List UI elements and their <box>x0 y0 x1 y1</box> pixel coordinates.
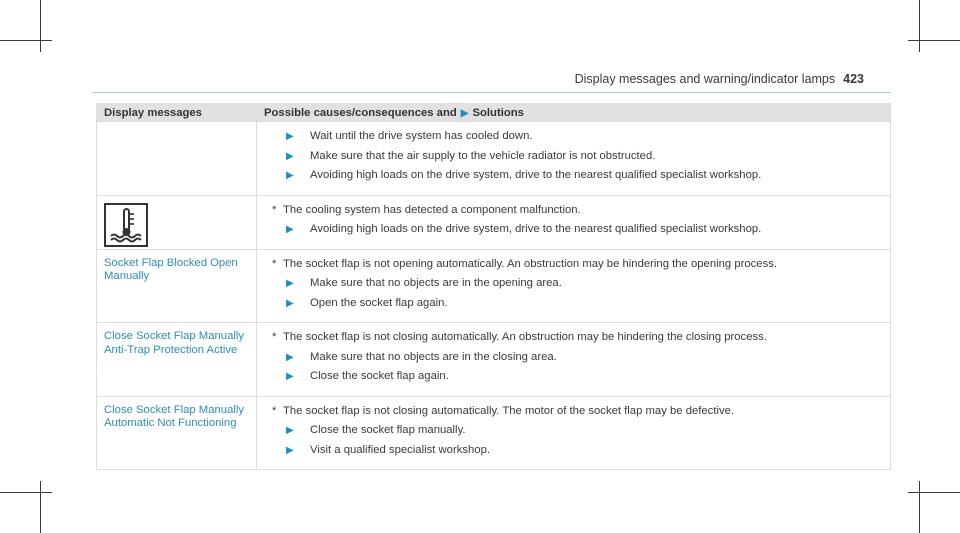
arrow-icon: ▶ <box>286 297 294 309</box>
solution-step <box>267 169 884 183</box>
crop-mark <box>0 492 52 493</box>
page-header <box>575 72 864 86</box>
causes-solutions-cell <box>257 122 891 196</box>
solution-step <box>267 351 884 365</box>
causes-solutions-cell <box>257 195 891 249</box>
arrow-icon: ▶ <box>460 107 469 119</box>
asterisk-icon: * <box>272 203 277 216</box>
asterisk-icon: * <box>272 257 277 270</box>
col-header-solutions-text: Solutions <box>472 106 524 119</box>
table-row <box>97 323 891 397</box>
solution-step <box>267 150 884 164</box>
line-text: Visit a qualified specialist workshop. <box>310 443 491 456</box>
solution-step <box>267 297 884 311</box>
display-message-cell <box>97 122 257 196</box>
table-row <box>97 195 891 249</box>
causes-solutions-cell <box>257 249 891 323</box>
line-text: The socket flap is not closing automatically. An obstruction may be hindering the closing process. <box>283 331 767 343</box>
line-text: Wait until the drive system has cooled down. <box>310 130 533 142</box>
arrow-icon: ▶ <box>286 425 294 436</box>
table-header-row <box>97 104 891 122</box>
display-message-cell: Socket Flap Blocked Open Manually <box>97 249 257 323</box>
col-header-causes-solutions <box>257 104 891 122</box>
line-text: Close the socket flap manually. <box>310 424 466 436</box>
page-number: 423 <box>843 72 864 86</box>
solution-step <box>267 130 884 144</box>
line-text: The socket flap is not closing automatically. The motor of the socket flap may be defective. <box>283 404 735 417</box>
header-rule <box>92 92 890 93</box>
arrow-icon: ▶ <box>286 224 294 235</box>
arrow-icon: ▶ <box>286 170 294 181</box>
line-text: Make sure that the air supply to the vehicle radiator is not obstructed. <box>310 149 656 162</box>
solution-step <box>267 223 884 237</box>
solution-step <box>267 370 884 384</box>
solution-step <box>267 444 884 458</box>
line-text: Make sure that no objects are in the opening area. <box>310 277 562 289</box>
line-text: Make sure that no objects are in the closing area. <box>310 350 557 363</box>
line-text: The socket flap is not opening automatically. An obstruction may be hindering the opening process. <box>283 257 778 270</box>
solution-step <box>267 424 884 438</box>
crop-mark <box>919 481 920 533</box>
solution-step <box>267 277 884 291</box>
arrow-icon: ▶ <box>286 444 294 456</box>
display-messages-table <box>96 103 891 470</box>
line-text: Close the socket flap again. <box>310 370 449 382</box>
table-row <box>97 249 891 323</box>
table-row <box>97 396 891 470</box>
cause-line <box>267 405 884 419</box>
line-text: Avoiding high loads on the drive system, drive to the nearest qualified specialist workshop. <box>310 223 762 235</box>
asterisk-icon: * <box>272 404 277 417</box>
coolant-temperature-icon <box>104 203 148 247</box>
cause-line <box>267 204 884 218</box>
line-text: Avoiding high loads on the drive system, drive to the nearest qualified specialist workshop. <box>310 169 762 181</box>
crop-mark <box>908 40 960 41</box>
crop-mark <box>919 0 920 52</box>
crop-mark <box>0 40 52 41</box>
line-text: The cooling system has detected a component malfunction. <box>283 203 581 216</box>
display-message-cell: Close Socket Flap Manually Anti-Trap Protection Active <box>97 323 257 397</box>
causes-solutions-cell <box>257 396 891 470</box>
section-title: Display messages and warning/indicator lamps <box>574 72 836 86</box>
cause-line <box>267 258 884 272</box>
causes-solutions-cell <box>257 323 891 397</box>
crop-mark <box>40 481 41 533</box>
display-message-cell <box>97 195 257 249</box>
table-row <box>97 122 891 196</box>
asterisk-icon: * <box>272 331 277 343</box>
line-text: Open the socket flap again. <box>310 296 448 309</box>
arrow-icon: ▶ <box>286 150 294 162</box>
crop-mark <box>908 492 960 493</box>
arrow-icon: ▶ <box>286 371 294 382</box>
arrow-icon: ▶ <box>286 351 294 363</box>
arrow-icon: ▶ <box>286 278 294 289</box>
col-header-display-messages: Display messages <box>97 104 257 122</box>
display-message-cell: Close Socket Flap Manually Automatic Not Functioning <box>97 396 257 470</box>
arrow-icon: ▶ <box>286 131 294 142</box>
cause-line <box>267 331 884 345</box>
crop-mark <box>40 0 41 52</box>
col-header-causes-text: Possible causes/consequences and <box>264 106 457 119</box>
